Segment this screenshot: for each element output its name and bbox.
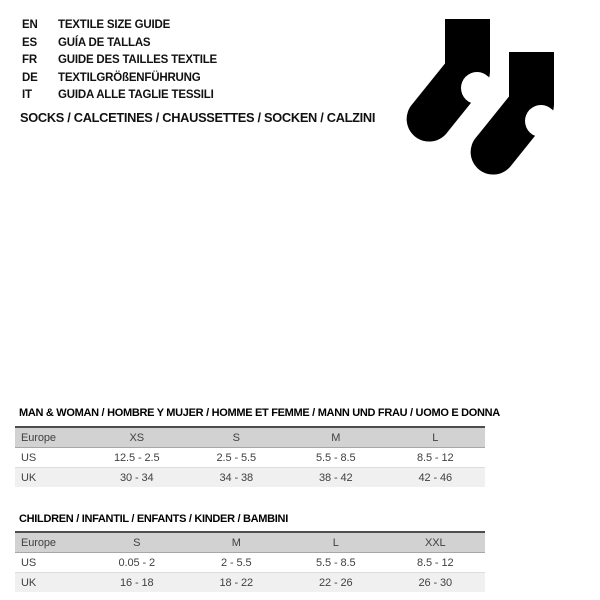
column-header-size: L [432, 431, 439, 444]
table-title-man-woman: MAN & WOMAN / HOMBRE Y MUJER / HOMME ET FEMME / MANN UND FRAU / UOMO E DONNA [19, 407, 500, 419]
language-label: GUIDA ALLE TAGLIE TESSILI [58, 89, 214, 101]
table-row-us [15, 448, 485, 468]
row-label: US [21, 451, 37, 464]
row-label: UK [21, 471, 37, 484]
size-value: 5.5 - 8.5 [316, 451, 356, 464]
column-header-size: M [331, 431, 341, 444]
table-title-children: CHILDREN / INFANTIL / ENFANTS / KINDER / BAMBINI [19, 513, 288, 525]
size-value: 8.5 - 12 [416, 556, 454, 569]
table-row-uk [15, 468, 485, 488]
language-label: TEXTILGRÖßENFÜHRUNG [58, 71, 201, 84]
size-value: 8.5 - 12 [416, 451, 454, 464]
language-label: GUIDE DES TAILLES TEXTILE [58, 54, 217, 66]
size-value: 30 - 34 [119, 471, 154, 484]
size-value: 0.05 - 2 [118, 556, 155, 569]
size-value: 12.5 - 2.5 [114, 451, 160, 464]
size-value: 26 - 30 [418, 576, 453, 589]
column-header-europe: Europe [21, 536, 56, 549]
size-value: 22 - 26 [318, 576, 353, 589]
size-value: 18 - 22 [219, 576, 254, 589]
size-value: 16 - 18 [119, 576, 154, 589]
size-table-man-woman [15, 426, 485, 487]
size-value: 5.5 - 8.5 [316, 556, 356, 569]
column-header-size: S [133, 536, 141, 549]
language-code: FR [22, 54, 37, 66]
language-label: GUÍA DE TALLAS [58, 36, 151, 49]
table-header-row [15, 532, 485, 553]
language-code: IT [22, 89, 32, 101]
language-label: TEXTILE SIZE GUIDE [58, 19, 171, 31]
row-label: UK [21, 576, 37, 589]
sock-back [407, 19, 493, 142]
size-value: 2.5 - 5.5 [216, 451, 256, 464]
socks-icon [400, 8, 570, 180]
size-table-children [15, 531, 485, 592]
size-value: 42 - 46 [418, 471, 453, 484]
category-title: SOCKS / CALCETINES / CHAUSSETTES / SOCKEN / CALZINI [20, 110, 376, 125]
size-value: 34 - 38 [219, 471, 254, 484]
language-list [22, 17, 217, 105]
size-value: 2 - 5.5 [221, 556, 252, 569]
column-header-size: XS [129, 431, 144, 444]
column-header-size: L [332, 536, 339, 549]
size-value: 38 - 42 [318, 471, 353, 484]
column-header-europe: Europe [21, 431, 56, 444]
language-code: EN [22, 19, 38, 31]
column-header-size: S [232, 431, 240, 444]
table-header-row [15, 427, 485, 448]
table-row-uk [15, 573, 485, 593]
table-row-us [15, 553, 485, 573]
column-header-size: M [231, 536, 241, 549]
language-code: DE [22, 71, 38, 84]
row-label: US [21, 556, 37, 569]
language-code: ES [22, 36, 37, 49]
column-header-size: XXL [425, 536, 446, 549]
